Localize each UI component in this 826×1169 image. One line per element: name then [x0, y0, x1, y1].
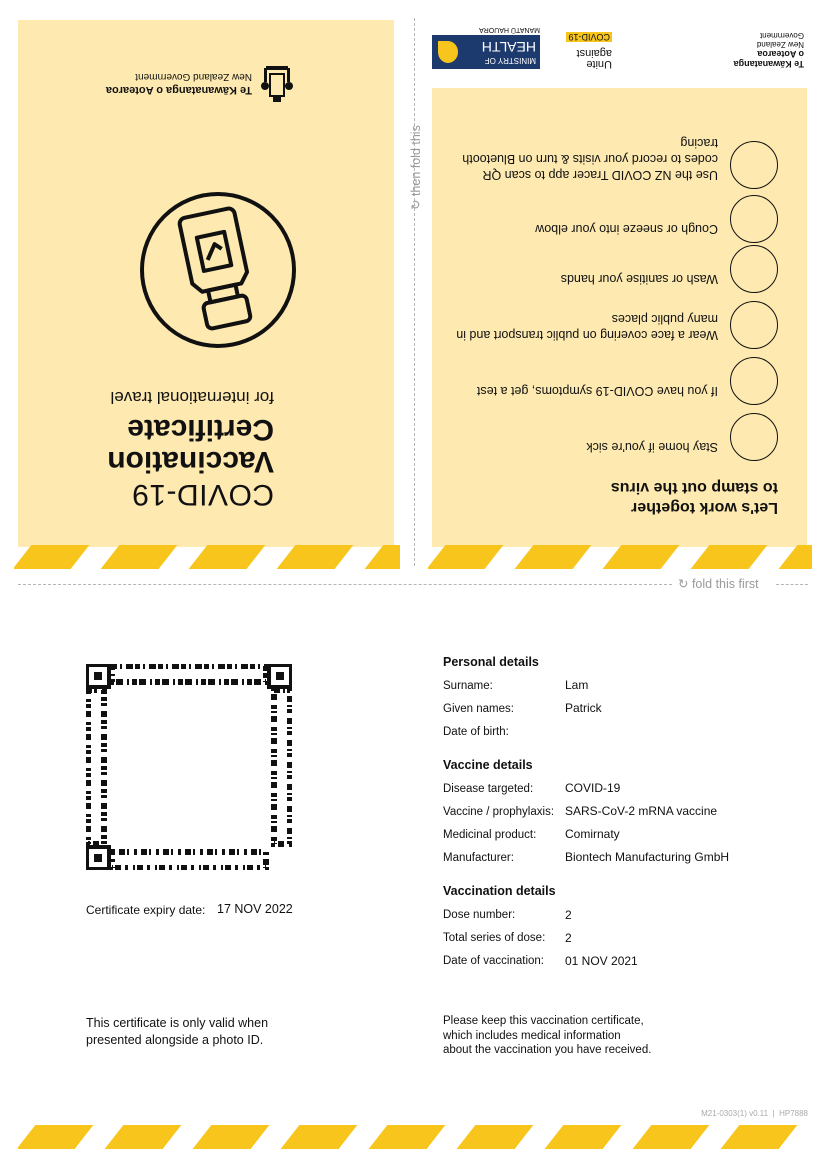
fold-arrow-icon: ↻ — [409, 196, 423, 210]
vaccine-details-heading: Vaccine details — [443, 758, 533, 772]
nz-coat-of-arms-icon — [260, 64, 294, 102]
prophylaxis-value: SARS-CoV-2 mRNA vaccine — [565, 804, 718, 818]
vertical-fold-line — [414, 18, 415, 566]
tip-stay-home: Stay home if you're sick — [438, 413, 778, 461]
keep-certificate-note: Please keep this vaccination certificate, which includes medical information about the vaccination you have received. — [443, 1015, 652, 1056]
test-tube-icon — [730, 357, 778, 405]
expiry-value: 17 NOV 2022 — [217, 902, 293, 916]
horizontal-fold-line — [18, 584, 672, 585]
fold-first-label: ↻ fold this first — [678, 577, 759, 591]
given-names-label: Given names: — [443, 703, 514, 715]
dose-number-value: 2 — [565, 908, 572, 922]
surname-label: Surname: — [443, 680, 493, 692]
vaccine-vial-icon — [138, 190, 298, 350]
back-heading-line1: Let's work together — [631, 499, 778, 516]
stay-home-icon — [730, 413, 778, 461]
vaccination-details-heading: Vaccination details — [443, 884, 556, 898]
manufacturer-label: Manufacturer: — [443, 852, 514, 864]
fold-arrow-icon: ↻ — [678, 577, 692, 591]
cough-elbow-icon — [730, 195, 778, 243]
personal-details-heading: Personal details — [443, 655, 539, 669]
surname-value: Lam — [565, 678, 589, 692]
horizontal-fold-line-end — [776, 584, 808, 585]
cover-govt-name-maori: Te Kāwanatanga o Aotearoa — [105, 84, 252, 96]
back-heading-line2: to stamp out the virus — [610, 479, 778, 496]
dob-label: Date of birth: — [443, 726, 509, 738]
total-series-label: Total series of dose: — [443, 932, 546, 944]
unite-logo: Unite against COVID-19 — [568, 32, 612, 70]
tip-get-test: If you have COVID-19 symptoms, get a test — [438, 357, 778, 405]
manufacturer-value: Biontech Manufacturing GmbH — [565, 850, 730, 864]
expiry-label: Certificate expiry date: — [86, 903, 206, 917]
cover-panel — [18, 20, 394, 547]
disease-value: COVID-19 — [565, 781, 621, 795]
footer-code: M21-0303(1) v0.11 | HP7888 — [701, 1109, 808, 1118]
vaccination-date-value: 01 NOV 2021 — [565, 954, 638, 968]
cover-title-certificate: Certificate — [127, 413, 274, 446]
product-label: Medicinal product: — [443, 829, 537, 841]
then-fold-label: ↻ then fold this — [409, 125, 423, 210]
ministry-of-health-logo: MINISTRY OF HEALTH MANATŪ HAUORA — [432, 26, 540, 69]
disease-label: Disease targeted: — [443, 783, 534, 795]
qr-tracer-icon — [730, 141, 778, 189]
vaccination-date-label: Date of vaccination: — [443, 955, 545, 967]
tip-tracer-app: Use the NZ COVID Tracer app to scan QR codes to record your visits & turn on Bluetooth tracing — [438, 141, 778, 189]
face-mask-icon — [730, 301, 778, 349]
top-left-stripes — [14, 545, 400, 569]
govt-logo-small: Te Kāwanatanga o Aotearoa New Zealand Government — [733, 31, 804, 69]
cover-title-covid: COVID-19 — [131, 478, 274, 511]
vaccination-qr-code — [86, 664, 292, 870]
product-value: Comirnaty — [565, 827, 620, 841]
dose-number-label: Dose number: — [443, 909, 516, 921]
top-right-stripes — [428, 545, 812, 569]
tip-wash-hands: Wash or sanitise your hands — [438, 245, 778, 293]
back-content — [432, 20, 808, 547]
cover-govt-name-english: New Zealand Government — [135, 71, 252, 82]
valid-note: This certificate is only valid when presented alongside a photo ID. — [86, 1016, 269, 1047]
cover-title-vaccination: Vaccination — [107, 445, 274, 478]
cover-subtitle: for international travel — [110, 388, 274, 407]
prophylaxis-label: Vaccine / prophylaxis: — [443, 806, 555, 818]
bottom-stripes — [18, 1125, 808, 1149]
tip-cough-elbow: Cough or sneeze into your elbow — [438, 195, 778, 243]
total-series-value: 2 — [565, 931, 572, 945]
tip-face-covering: Wear a face covering on public transport and in many public places — [438, 301, 778, 349]
given-names-value: Patrick — [565, 701, 602, 715]
wash-hands-icon — [730, 245, 778, 293]
